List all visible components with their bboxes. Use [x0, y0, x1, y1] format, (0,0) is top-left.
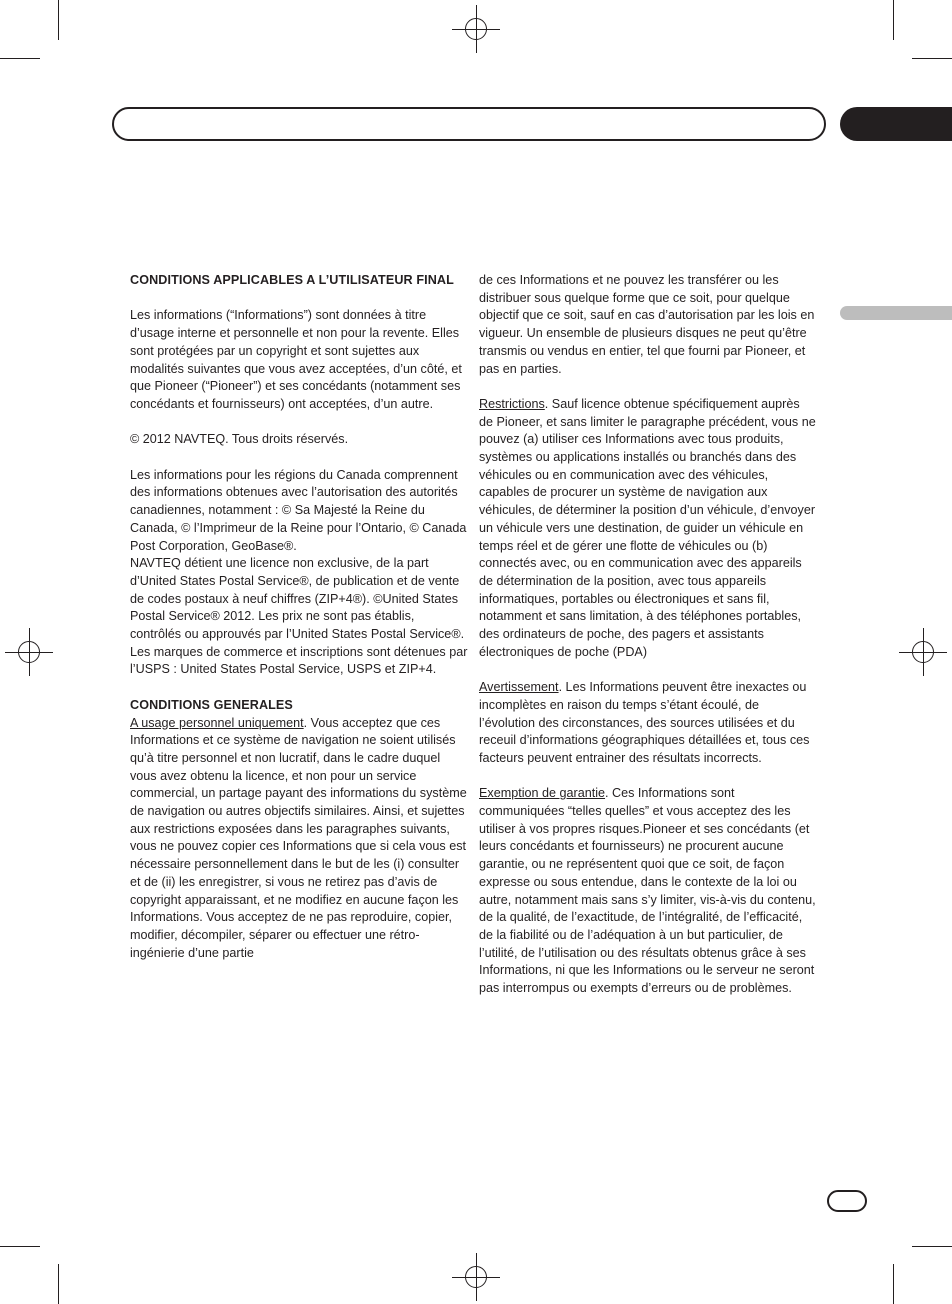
crop-mark: [912, 1246, 952, 1247]
crop-mark: [893, 0, 894, 40]
restrictions-label: Restrictions: [479, 396, 545, 411]
warning-label: Avertissement: [479, 680, 559, 695]
right-column: [479, 272, 817, 1015]
crop-mark: [58, 0, 59, 40]
crop-mark: [893, 1264, 894, 1304]
heading-general-conditions: CONDITIONS GENERALES: [130, 697, 293, 712]
paragraph-restrictions: [479, 396, 817, 662]
paragraph-guarantee-exemption: [479, 785, 817, 997]
left-column: [130, 272, 468, 980]
registration-mark-icon: [465, 1266, 487, 1288]
paragraph-navteq-license: NAVTEQ détient une licence non exclusive, de la part d’United States Postal Service®, de publication et de vente de codes postaux à neuf chiffres (ZIP+4®). ©United States Postal Service® 2012. Les prix ne sont pas établis, contrôlés ou approuvés par l’United States Postal Service®. Les marques de commerce et inscriptions sont détenues par l’USPS : United States Postal Service, USPS et ZIP+4.: [130, 556, 468, 677]
heading-end-user-conditions: CONDITIONS APPLICABLES A L’UTILISATEUR FINAL: [130, 273, 454, 287]
restrictions-text: . Sauf licence obtenue spécifiquement auprès de Pioneer, et sans limiter le paragraphe précédent, vous ne pouvez (a) utiliser ces Informations avec tous produits, systèmes ou applications installés ou branchés dans des véhicules ou en communication avec des véhicules, capables de procurer un système de navigation aux véhicules, de déterminer la position d’un véhicule, d’envoyer un véhicule vers une destination, de guider un véhicule en temps réel et de gérer une flotte de véhicules ou (b) connectés avec, ou en communication avec des appareils de détermination de la position, avec tous appareils informatiques, portables ou électroniques et sans fil, notamment et sans limitation, à des téléphones portables, des ordinateurs de poche, des pagers et assistants électroniques de poche (PDA): [479, 396, 816, 659]
crop-mark: [58, 1264, 59, 1304]
chapter-header-bar: [112, 107, 826, 141]
chapter-tab: [840, 107, 952, 141]
registration-mark-icon: [465, 18, 487, 40]
guarantee-label: Exemption de garantie: [479, 786, 606, 801]
registration-mark-icon: [18, 641, 40, 663]
registration-mark-icon: [912, 641, 934, 663]
warning-text: . Les Informations peuvent être inexactes ou incomplètes en raison du temps s’étant écoulé, de l’évolution des circonstances, des sources utilisées et du receuil d’informations géographiques détaillées et, tous ces facteurs peuvent entrainer des résultats incorrects.: [479, 680, 810, 765]
paragraph-copyright: © 2012 NAVTEQ. Tous droits réservés.: [130, 432, 349, 447]
paragraph-personal-use: [130, 715, 468, 963]
page-number-badge: [827, 1190, 867, 1212]
crop-mark: [912, 58, 952, 59]
crop-mark: [0, 1246, 40, 1247]
crop-mark: [0, 58, 40, 59]
paragraph-continuation: de ces Informations et ne pouvez les transférer ou les distribuer sous quelque forme que ce soit, pour quelque objectif que ce soit, sauf en cas d’autorisation par les lois en vigueur. Un ensemble de plusieurs disques ne peut qu’être transmis ou vendus en entier, tel que fourni par Pioneer, et pas en parties.: [479, 273, 815, 376]
personal-use-text: . Vous acceptez que ces Informations et ce système de navigation ne soient utilisés qu’à titre personnel et non lucratif, dans le cadre duquel vous avez obtenu la licence, et non pour un service commercial, un partage payant des informations du système de navigation ou autres objectifs similaires. Ainsi, et sujettes aux restrictions exposées dans les paragraphes suivants, vous ne pouvez copier ces Informations que si cela vous est nécessaire personnellement dans le but de les (i) consulter et de (ii) les enregistrer, si vous ne retirez pas d’avis de copyright apparaissant, et ne modifiez en aucune façon les Informations. Vous acceptez de ne pas reproduire, copier, modifier, décompiler, séparer ou effectuer une rétro-ingénierie d’une partie: [130, 715, 467, 960]
guarantee-text: . Ces Informations sont communiquées “telles quelles” et vous acceptez des les utiliser à vos propres risques.Pioneer et ses concédants (et leurs concédants et fournisseurs) ne procurent aucune garantie, ou ne représentent quoi que ce soit, de façon expresse ou sous entendue, dans le contexte de la loi ou autre, notamment mais sans s’y limiter, vis-à-vis du contenu, de la qualité, de l’exactitude, de l’intégralité, de l’efficacité, de la fiabilité ou de l’adéquation à un but particulier, de l’utilité, de l’utilisation ou des résultats obtenus grâce à ses Informations, ni que les Informations ou le serveur ne seront pas interrompus ou exempts d’erreurs ou de problèmes.: [479, 786, 816, 996]
personal-use-label: A usage personnel uniquement: [130, 715, 304, 730]
paragraph-informations: Les informations (“Informations”) sont données à titre d’usage interne et personnelle et non pour la revente. Elles sont protégées par un copyright et sont sujettes aux modalités suivantes que vous avez acceptées, d’un côté, et que Pioneer (“Pioneer”) et ses concédants (notamment ses concédants et fournisseurs) ont acceptées, d’un autre.: [130, 308, 462, 411]
paragraph-canada: Les informations pour les régions du Canada comprennent des informations obtenues avec l’autorisation des autorités canadiennes, notamment : © Sa Majesté la Reine du Canada, © l’Imprimeur de la Reine pour l’Ontario, © Canada Post Corporation, GeoBase®.: [130, 467, 467, 553]
section-side-tab: [840, 306, 952, 320]
paragraph-warning: [479, 679, 817, 768]
